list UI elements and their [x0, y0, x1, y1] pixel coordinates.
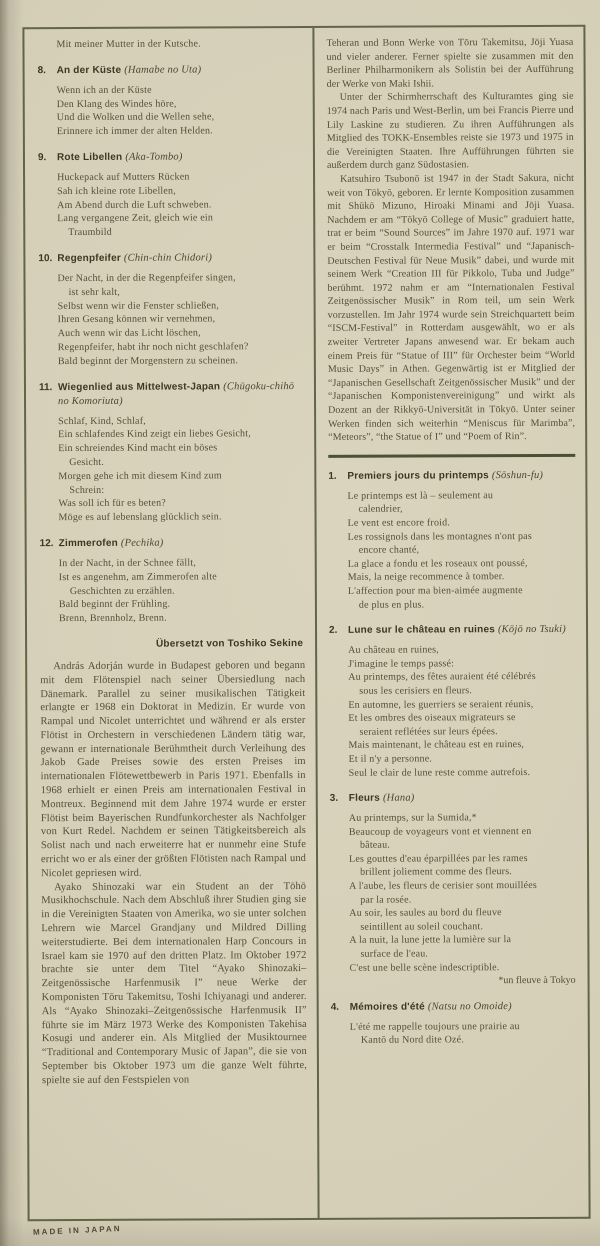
verse-line: Mais maintenant, le château est en ruines, [348, 739, 525, 752]
verse-lines [59, 556, 305, 626]
verse-line: Et les ombres des oiseaux migrateurs se [348, 712, 516, 724]
verse-line: Bald beginnt der Frühling. [58, 598, 171, 611]
verse-line: surface de l'eau. [360, 948, 429, 960]
verse-line: Ihren Gesang können wir vernehmen, [57, 313, 216, 326]
song-body [350, 1000, 578, 1048]
song-number: 4. [330, 1001, 340, 1013]
verse-line: Wenn ich an der Küste [56, 84, 152, 96]
verse-footnote: *un fleuve à Tokyo [498, 975, 576, 987]
verse-line: Sah ich kleine rote Libellen, [57, 185, 176, 197]
song-title-line [57, 251, 303, 266]
song-number: 1. [328, 470, 337, 482]
verse-line: Auch wenn wir das Licht löschen, [57, 327, 201, 340]
biography-german-left [40, 659, 307, 1088]
song-number: 12. [39, 538, 54, 550]
verse-line: Au printemps, des fêtes auraient été célébrés [348, 671, 536, 684]
song-title-line [349, 791, 577, 806]
song-title: Lune sur le château en ruines [348, 624, 498, 636]
verse-line: Lang vergangene Zeit, gleich wie ein [57, 212, 214, 225]
verse-line: Beaucoup de voyageurs vont et viennent en [348, 825, 532, 838]
verse-line: Huckepack auf Mutters Rücken [57, 171, 190, 184]
song-title-romaji: (Hamabe no Uta) [124, 64, 202, 76]
song-title-romaji: (Sōshun-fu) [491, 469, 544, 482]
verse-line: Was soll ich für es beten? [58, 497, 166, 510]
verse-lines [350, 1020, 578, 1048]
verse-line: Les rossignols dans les montagnes n'ont pas [347, 530, 532, 543]
song-title-romaji: (Chūgoku-chihō no Komoriuta) [58, 380, 295, 407]
song-title: Premiers jours du printemps [347, 470, 492, 482]
verse-line: par la rosée. [360, 894, 412, 906]
verse-line: Les gouttes d'eau éparpillées par les rames [349, 852, 528, 865]
song-number: 11. [38, 381, 53, 393]
song-number: 3. [329, 792, 339, 804]
song-item [38, 150, 303, 240]
song-body [349, 791, 578, 989]
bio-paragraph: Ayako Shinozaki war ein Student an der Tōhō Musikhochschule. Nach dem Abschluß ihrer Studien ging sie in die Vereinigten Staaten von Amerika, wo sie unter solchen Lehrern wie Marcel Grandjany und Mildred Dilling weiterstudierte. Bei dem internationalen Harp Concours in Israel kam sie 1970 auf den dritten Platz. Im Oktober 1972 brachte sie unter dem Titel “Ayako Shinozaki–Zeitgenössische Harfenmusik I” neue Werke der Komponisten Tōru Takemitsu, Toshi Ichiyanagi und anderer. Als “Ayako Shinozaki–Zeitgenössische Harfenmusik II” führte sie im März 1973 Werke des Komponisten Takehisa Kosugi und anderer ein. Als Mitglied der Musiktournee “Traditional and Contemporary Music of Japan”, die sie von September bis Oktober 1973 um die ganze Welt führte, spielte sie auf den Festspielen von [41, 880, 307, 1086]
song-number: 10. [38, 253, 53, 265]
verse-line: ist sehr kalt, [68, 286, 120, 298]
verse-lines [57, 170, 303, 240]
verse-line: calendrier, [358, 503, 403, 516]
verse-line: A l'aube, les fleurs de cerisier sont mouillées [349, 880, 537, 892]
bio-paragraph: András Adorján wurde in Budapest geboren und begann mit dem Flötenspiel nach seiner Übersiedlung nach Dänemark. Parallel zu seiner musikalischen Tätigkeit erlangte er 1968 ein Doktorat in Medizin. Er wurde von Rampal und Nicolet unterrichtet und während er als erster Flötist in Orchestern in verschiedenen Ländern tätig war, gewann er internationale Berühmtheit durch Verleihung des Jakob Gade Preises sowie des ersten Preises im internationalen Flötewettbewerb in Paris 1971. Ebenfalls in 1968 erhielt er einen Preis am internationalen Festival in Montreux. Beginnend mit dem Jahre 1974 wurde er erster Flötist beim Bayerischen Rundfunkorchester als Nachfolger von Kurt Redel. Nachdem er seinen Tätigkeitsbereich als Solist nach und nach erweiterre hat er nunmehr eine Stufe erricht wo er als einer der größten Flötisten nach Rampal und Nicolet gepriesen wird. [40, 659, 307, 880]
verse-line: Selbst wenn wir die Fenster schließen, [57, 299, 220, 312]
verse-line: Le vent est encore froid. [347, 517, 451, 529]
song-title: Regenpfeifer [57, 252, 124, 265]
song-title-line [58, 380, 304, 409]
song-title: Fleurs [348, 792, 383, 804]
verse-line: seraient reflétées sur leurs épées. [359, 725, 498, 738]
verse-line: L'affection pour ma bien-aimée augmente [347, 585, 523, 597]
verse-line: L'été me rappelle toujours une prairie au [349, 1020, 520, 1033]
bio-paragraph: Teheran und Bonn Werke von Tōru Takemitsu, Jōji Yuasa und vieler anderer. Ferner spielte sie zusammen mit den Berliner Philharmonikern als Solistin bei der Aufführung der Werke von Maki Ishii. [326, 36, 574, 90]
verse-lines [349, 811, 578, 989]
verse-line: Ist es angenehm, am Zimmerofen alte [58, 571, 217, 583]
verse-line: Au château en ruines, [348, 644, 439, 656]
song-title-romaji: (Hana) [382, 792, 415, 804]
song-body [347, 469, 576, 612]
song-body [57, 63, 303, 139]
verse-line: Kantō du Nord dite Ozé. [360, 1034, 465, 1047]
verse-line: de plus en plus. [358, 599, 425, 611]
song-number: 8. [37, 64, 46, 76]
verse-line: Geschichten zu erzählen. [69, 585, 175, 597]
song-body [59, 536, 305, 626]
verse-line: seintillent au soleil couchant. [360, 921, 484, 933]
right-column [314, 27, 588, 1218]
song-title-romaji: (Chin-chin Chidori) [123, 252, 213, 264]
verse-lines [347, 489, 576, 612]
verse-line: Ein schlafendes Kind zeigt ein liebes Gesicht, [58, 428, 251, 441]
bio-paragraph: Unter der Schirmherrschaft des Kulturamtes ging sie 1974 nach Paris und West-Berlin, um bei Francis Pierre und Lily Laskine zu studieren. Zu ihren Aufführungen als Mitglied des TOKK-Ensembles reiste sie 1973 und 1975 in die Vereinigten Staaten. Ihre Aufführungen führten sie außerdem durch ganz Südostasien. [326, 91, 574, 172]
verse-lines [58, 414, 304, 525]
verse-line: Et il n'y a personne. [348, 753, 433, 765]
song-title: Zimmerofen [58, 537, 121, 550]
song-title-romaji: (Kōjō no Tsuki) [497, 624, 566, 636]
song-item [40, 536, 305, 626]
song-item [39, 380, 305, 526]
verse-line: Schlaf, Kind, Schlaf, [58, 415, 146, 427]
verse-line: Brenn, Brennholz, Brenn. [58, 612, 167, 625]
song-title-line [348, 623, 576, 638]
song-number: 2. [329, 625, 338, 637]
song-title: Rote Libellen [56, 151, 126, 164]
verse-line: La glace a fondu et les roseaux ont poussé, [347, 557, 528, 570]
verse-line: Regenpfeifer, habt ihr noch nicht geschlafen? [57, 341, 249, 354]
verse-line: Bald beginnt der Morgenstern zu scheinen. [57, 355, 239, 367]
verse-line: Au printemps, sur la Sumida,* [348, 812, 477, 824]
verse-line: Le printemps est là – seulement au [347, 489, 494, 502]
song-body [348, 623, 577, 780]
verse-line: Morgen gehe ich mit diesem Kind zum [58, 470, 222, 482]
song-title-romaji: (Natsu no Omoide) [427, 1000, 512, 1013]
verse-line: In der Nacht, in der Schnee fällt, [58, 557, 197, 570]
song-title-romaji: (Aka-Tombo) [125, 151, 183, 163]
song-title-line [350, 1000, 578, 1015]
verse-line: Und die Wolken und die Wellen sehe, [56, 111, 215, 124]
song-title: Mémoires d'été [349, 1001, 428, 1013]
verse-line: Au soir, les saules au bord du fleuve [349, 907, 502, 920]
verse-line: Am Abend durch die Luft schweben. [57, 198, 212, 211]
song-title-line [59, 536, 305, 551]
song-title-line [57, 150, 303, 165]
verse-line: Schrein: [69, 484, 105, 496]
song-body [57, 150, 303, 240]
verse-line: Ein schreiendes Kind macht ein böses [58, 442, 218, 455]
verse-lines [57, 271, 303, 369]
verse-line: Möge es auf lebenslang glücklich sein. [58, 511, 222, 524]
song-item [38, 63, 303, 139]
verse-line: J'imagine le temps passé: [348, 658, 455, 670]
verse-line: Traumbild [68, 227, 112, 239]
verse-line: Mais, la neige recommence à tomber. [347, 571, 505, 584]
song-item [330, 791, 578, 989]
german-song-list [38, 63, 305, 626]
content-box [22, 25, 590, 1221]
made-in-japan-label: MADE IN JAPAN [32, 1224, 122, 1237]
song-item [331, 1000, 578, 1048]
verse-line: C'est une belle scène indescriptible. [349, 961, 500, 974]
verse-lines [57, 83, 303, 139]
song-title-romaji: (Pechika) [120, 537, 164, 549]
biography-german-right [326, 36, 575, 445]
verse-line: brillent joliement comme des fleurs. [360, 866, 513, 879]
section-rule [328, 454, 575, 458]
verse-line: encore chanté, [358, 544, 420, 556]
song-number: 9. [37, 152, 47, 164]
left-column [24, 28, 317, 1219]
verse-carryover-line: Mit meiner Mutter in der Kutsche. [56, 38, 201, 51]
verse-line: sous les cerisiers en fleurs. [359, 685, 473, 697]
song-item [329, 623, 577, 780]
song-title-line [57, 63, 303, 78]
song-title: An der Küste [56, 64, 125, 76]
song-item [328, 469, 576, 612]
song-body [58, 380, 305, 525]
verse-line: Den Klang des Windes höre, [56, 98, 177, 110]
song-title: Wiegenlied aus Mittelwest-Japan [57, 380, 224, 393]
song-item [38, 251, 304, 369]
song-title-line [347, 469, 575, 484]
bio-paragraph: Katsuhiro Tsubonō ist 1947 in der Stadt Sakura, nicht weit von Tōkyō, geboren. Er lernte Komposition zusammen mit Shūkō Mizuno, Hiroaki Minami and Jōji Yuasa. Nachdem er am “Tōkyō College of Music” graduiert hatte, trat er beim “Sound Sources” im Jahre 1970 auf. 1971 war er beim “Crosstalk Intermedia Festival” und “Japanisch-Deutschen Festival für Neue Musik” dabei, und wurde mit seinem Werk “Creation III für Pikkolo, Tuba und Judge” berühmt. 1972 nahm er am “Internationalen Festival Zeitgenössischer Musik” in Rom teil, um sein Werk vorzustellen. Im Jahr 1974 wurde sein Streichquartett beim “ISCM-Festival” in Rotterdam ausgewählt, wo er als zweiter Vertreter Japans anwesend war. Er bekam auch einem Preis für “Statue of III” für Orchester beim “World Music Days” in Athen. Gegenwärtig ist er Mitglied der “Japanischen Gesellschaft Zeitgenössischer Musik” und der “Japanischen Komponistenvereinigung” und wirkt als Dozent an der Rikkyō-Universität in Tōkyō. Unter seiner Werken finden sich weiterhin “Meniscus für Marimba”, “Meteors”, “the Statue of I” und “Poem of Rin”. [327, 172, 576, 444]
verse-lines [348, 643, 577, 780]
verse-line: Der Nacht, in der die Regenpfeifer singen, [57, 272, 236, 285]
verse-line: bâteau. [359, 839, 390, 852]
verse-line: A la nuit, la lune jette la lumière sur la [349, 934, 512, 947]
verse-line: Gesicht. [69, 456, 104, 468]
verse-line: Seul le clair de lune reste comme autrefois. [348, 766, 531, 779]
verse-line: En automne, les guerriers se seraient réunis, [348, 698, 534, 711]
french-song-list [328, 469, 578, 1048]
verse-line: Erinnere ich immer der alten Helden. [56, 125, 213, 138]
translator-credit: Übersetzt von Toshiko Sekine [155, 637, 304, 650]
song-body [57, 251, 304, 369]
